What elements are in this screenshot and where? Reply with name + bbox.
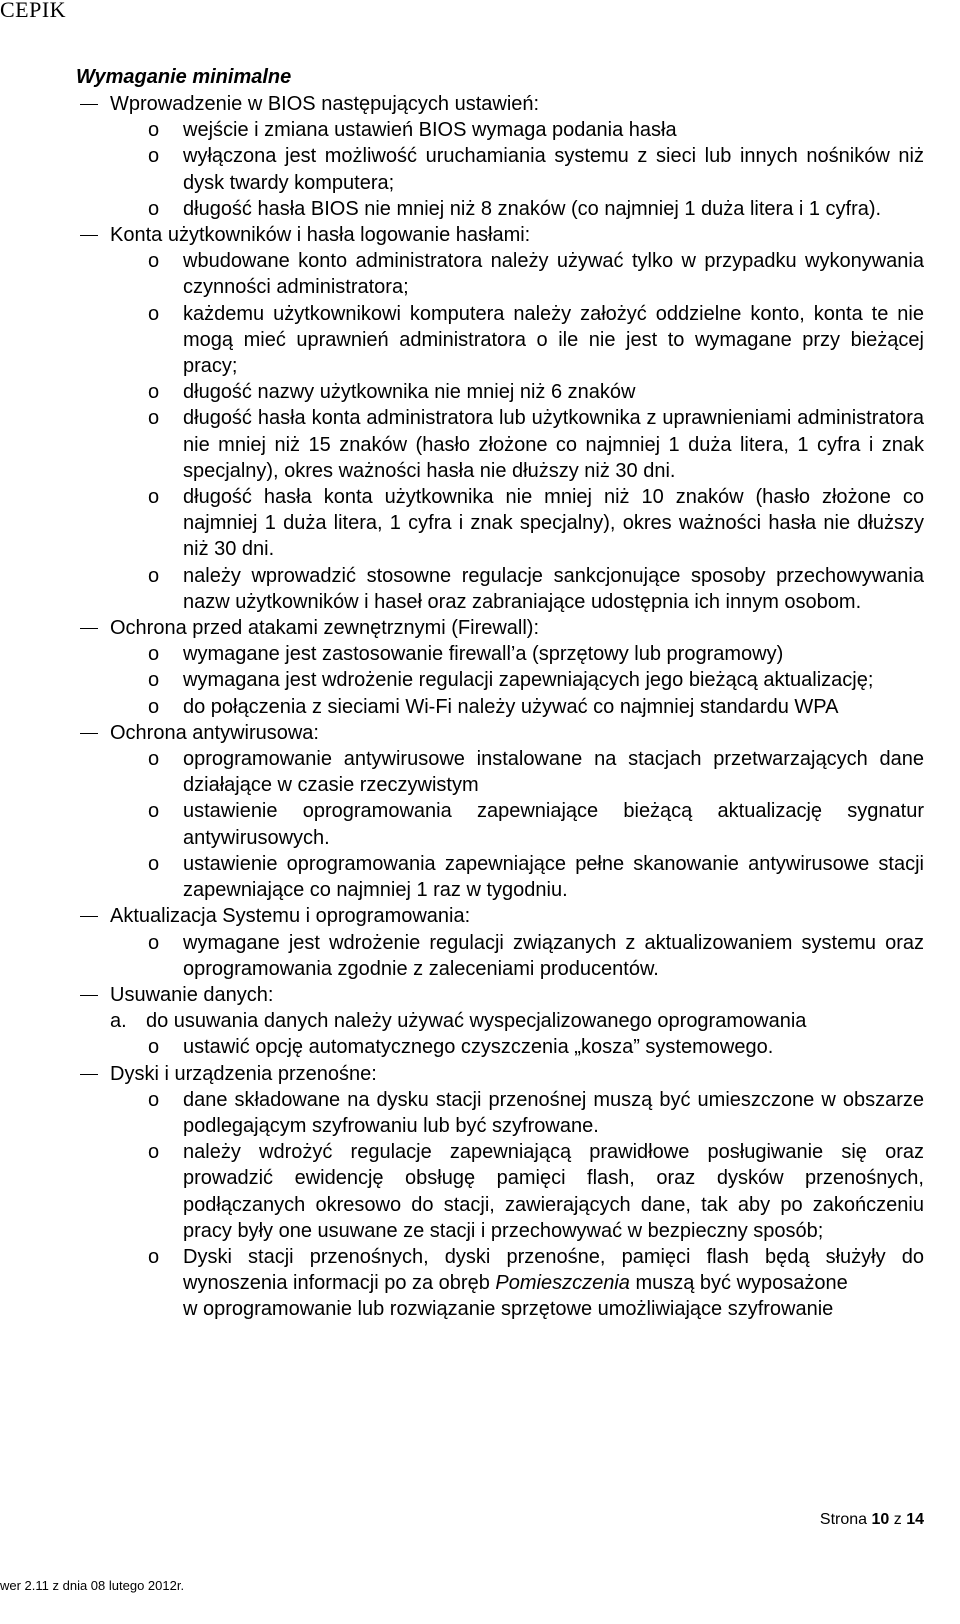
circle-bullet: o [148,800,160,823]
list-item-text: dane składowane na dysku stacji przenośnej muszą być umieszczone w obszarze podlegającym szyfrowaniu lub być szyfrowane. [183,1088,924,1137]
section-heading-item [0,982,960,1008]
section-title: Wymaganie minimalne [76,66,292,88]
list-item-text [183,1244,924,1296]
text-fragment: muszą być wyposażone [629,1272,848,1295]
list-item-text: każdemu użytkownikowi komputera należy założyć oddzielne konto, konta te nie mogą mieć uprawnień administratora o ile nie jest to wymagane przy bieżącej pracy; [183,302,924,378]
version-footer: wer 2.11 z dnia 08 lutego 2012r. [0,1578,185,1593]
list-item [0,1139,960,1244]
list-item [0,143,960,195]
list-item-text: wbudowane konto administratora należy używać tylko w przypadku wykonywania czynności administratora; [183,250,924,299]
dash-bullet [80,733,98,734]
circle-bullet: o [148,748,160,771]
dash-bullet [80,235,98,236]
list-item-text: wyłączona jest możliwość uruchamiania systemu z sieci lub innych nośników niż dysk twardy komputera; [183,145,924,194]
dash-bullet [80,995,98,996]
circle-bullet: o [148,852,160,875]
dash-bullet [80,628,98,629]
list-item [0,851,960,903]
circle-bullet: o [148,302,160,325]
list-item-text: należy wprowadzić stosowne regulacje sankcjonujące sposoby przechowywania nazw użytkowników i haseł oraz zabraniające udostępnia ich innym osobom. [183,564,924,613]
circle-bullet: o [148,407,160,430]
list-item-text: do połączenia z sieciami Wi-Fi należy używać co najmniej standardu WPA [183,695,839,718]
list-item-text: wymagana jest wdrożenie regulacji zapewniających jego bieżącą aktualizację; [183,669,874,692]
circle-bullet: o [148,1141,160,1164]
list-item [0,248,960,300]
list-item [0,563,960,615]
list-item-text: ustawić opcję automatycznego czyszczenia „kosza” systemowego. [183,1036,774,1059]
list-item-text: Dyski i urządzenia przenośne: [110,1062,377,1085]
list-item [0,301,960,380]
circle-bullet: o [148,145,160,168]
list-item-text: oprogramowanie antywirusowe instalowane na stacjach przetwarzających dane działające w czasie rzeczywistym [183,748,924,797]
circle-bullet: o [148,1245,160,1268]
page-separator: z [889,1511,907,1528]
list-item [0,484,960,563]
list-item [0,798,960,850]
circle-bullet: o [148,197,160,220]
circle-bullet: o [148,250,160,273]
section-heading-item [0,903,960,929]
list-item [0,1087,960,1139]
list-item-text: Aktualizacja Systemu i oprogramowania: [110,905,471,928]
list-item [0,667,960,693]
list-item-text: Wprowadzenie w BIOS następujących ustawień: [110,93,540,115]
dash-bullet [80,1074,98,1075]
list-item [0,641,960,667]
list-item [0,379,960,405]
section-heading-item [0,720,960,746]
list-item [0,196,960,222]
list-item [0,746,960,798]
list-item [0,1244,960,1296]
list-item [0,117,960,143]
dash-bullet [80,104,98,105]
circle-bullet: o [148,643,160,666]
circle-bullet: o [148,931,160,954]
page-prefix: Strona [819,1511,872,1528]
section-heading-item [0,91,960,117]
circle-bullet: o [148,1036,160,1059]
circle-bullet: o [148,381,160,404]
list-item-text: długość hasła BIOS nie mniej niż 8 znaków (co najmniej 1 duża litera i 1 cyfra). [183,197,882,220]
italic-term: Pomieszczenia [495,1272,630,1295]
list-item-text: ustawienie oprogramowania zapewniające pełne skanowanie antywirusowe stacji zapewniające co najmniej 1 raz w tygodniu. [183,852,924,902]
section-heading-item [0,1061,960,1087]
list-item-text: długość hasła konta administratora lub użytkownika z uprawnieniami administratora nie mniej niż 15 znaków (hasło złożone co najmniej 1 duża litera, 1 cyfra i znak specjalny), okres ważności hasła nie dłuższy niż 30 dni. [183,407,924,482]
list-item-text: ustawienie oprogramowania zapewniające bieżącą aktualizację sygnatur antywirusowych. [183,800,924,849]
document-body [0,91,960,1323]
letter-marker: a. [110,1010,127,1033]
list-item-text: Usuwanie danych: [110,983,274,1006]
dash-bullet [80,916,98,917]
list-item-text: wymagane jest wdrożenie regulacji związanych z aktualizowaniem systemu oraz oprogramowania zgodnie z zaleceniami producentów. [183,931,924,980]
circle-bullet: o [148,119,160,142]
list-item [0,694,960,720]
list-item-text: do usuwania danych należy używać wyspecjalizowanego oprogramowania [146,1010,807,1033]
list-item-continuation [0,1296,960,1322]
list-item [0,930,960,982]
page-number [820,1511,924,1529]
list-item-text: należy wdrożyć regulacje zapewniającą prawidłowe posługiwanie się oraz prowadzić ewidencję obsługę pamięci flash, oraz dysków przenośnych, podłączanych okresowo do stacji, zawierających dane, tak aby po zakończeniu pracy były one usuwane ze stacji i przechowywać w bezpieczny sposób; [183,1141,924,1242]
circle-bullet: o [148,695,160,718]
circle-bullet: o [148,669,160,692]
list-item [0,405,960,484]
header-logo: CEPIK [0,0,67,22]
list-item [0,1034,960,1060]
list-item-text: Ochrona antywirusowa: [110,721,319,744]
section-heading-item [0,615,960,641]
list-item-text: długość hasła konta użytkownika nie mniej niż 10 znaków (hasło złożone co najmniej 1 duża litera, 1 cyfra i znak specjalny), okres ważności hasła nie dłuższy niż 30 dni. [183,486,924,561]
list-item-text: wejście i zmiana ustawień BIOS wymaga podania hasła [183,119,677,142]
section-heading-item [0,222,960,248]
list-item-text: Konta użytkowników i hasła logowanie hasłami: [110,224,531,247]
page-current: 10 [871,1511,890,1528]
list-item-text: wymagane jest zastosowanie firewall’a (sprzętowy lub programowy) [183,643,784,666]
circle-bullet: o [148,564,160,587]
page-total: 14 [906,1511,924,1528]
list-item [0,1008,960,1034]
circle-bullet: o [148,486,160,509]
list-item-text: w oprogramowanie lub rozwiązanie sprzętowe umożliwiające szyfrowanie [183,1298,834,1321]
text-fragment: Dyski stacji przenośnych, dyski przenośne, pamięci flash będą służyły do wynoszenia informacji po za obręb [183,1245,924,1295]
list-item-text: Ochrona przed atakami zewnętrznymi (Firewall): [110,617,540,640]
list-item-text: długość nazwy użytkownika nie mniej niż 6 znaków [183,381,636,404]
circle-bullet: o [148,1088,160,1111]
